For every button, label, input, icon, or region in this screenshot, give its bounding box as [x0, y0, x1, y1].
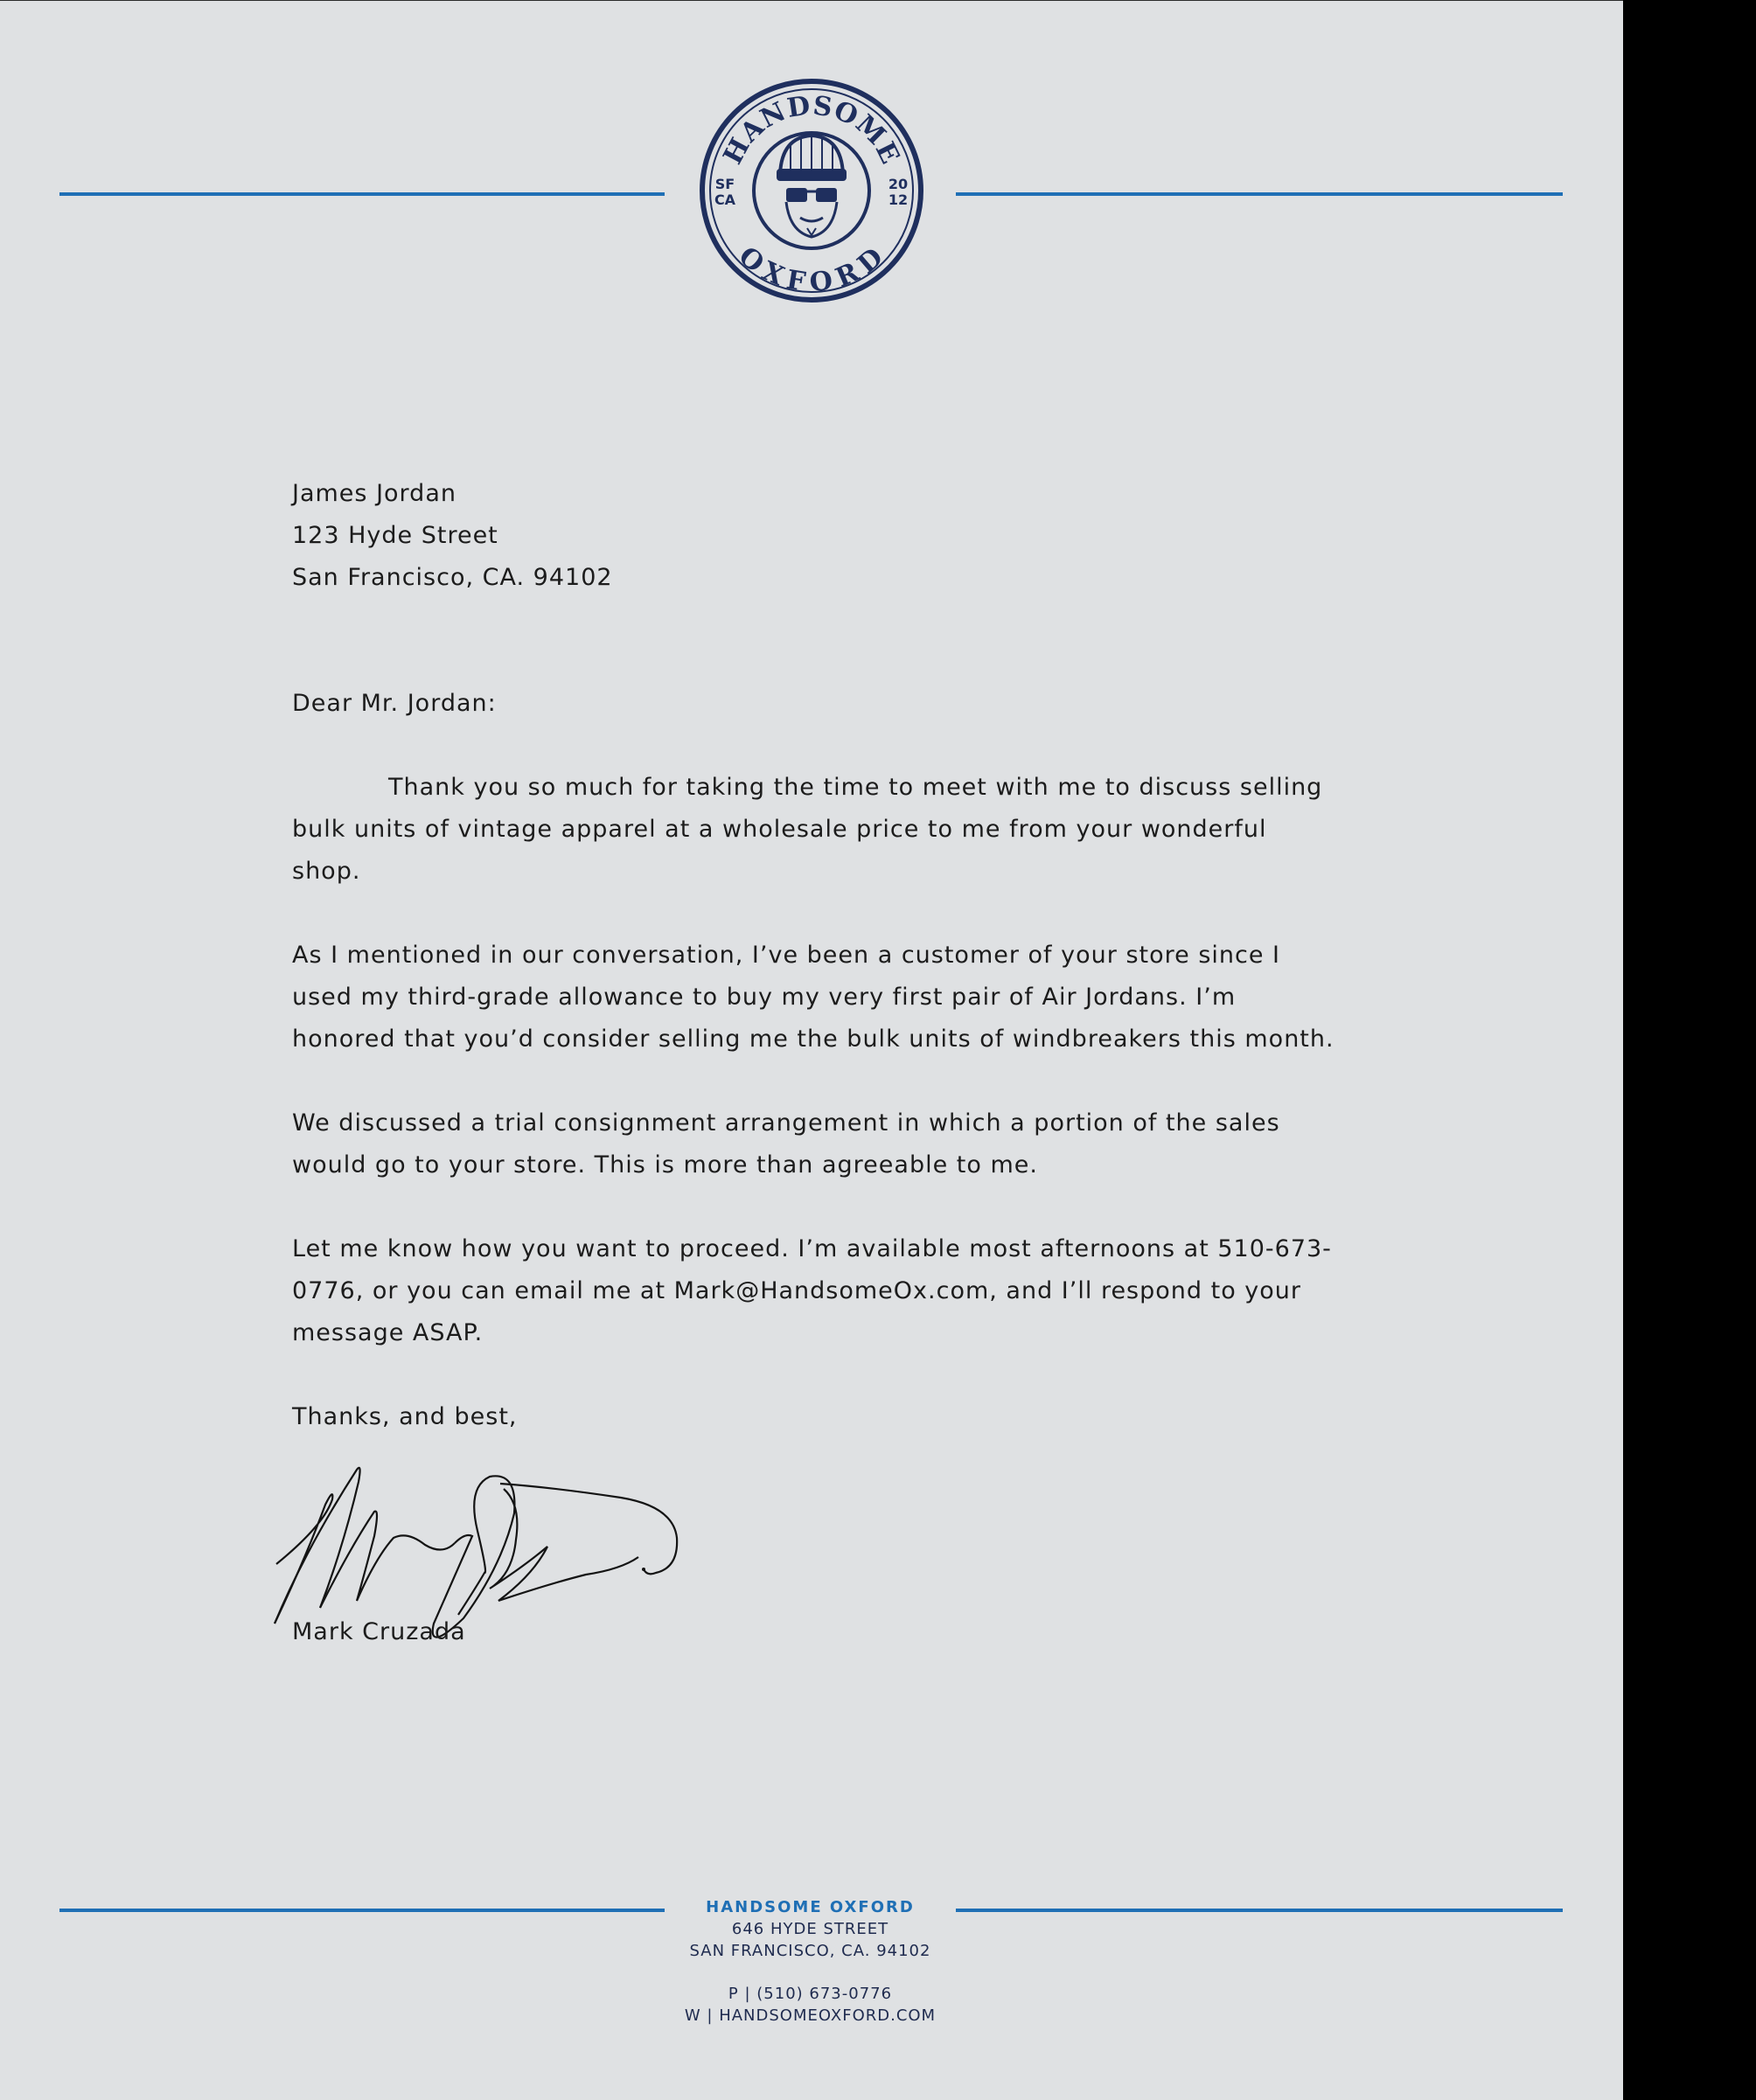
closing: Thanks, and best,	[292, 1403, 518, 1430]
footer-address-line-2: SAN FRANCISCO, CA. 94102	[689, 1942, 931, 1960]
recipient-street: 123 Hyde Street	[292, 522, 498, 549]
paragraph-history: As I mentioned in our conversation, I’ve been a customer of your store since I used my third-grade allowance to buy my very first pair of Air Jordans. I’m honored that you’d consider selling me the bulk units of windbreakers this month.	[292, 942, 1334, 1053]
footer-address-line-1: 646 HYDE STREET	[731, 1920, 889, 1938]
paragraph-intro: Thank you so much for taking the time to meet with me to discuss selling bulk units of vintage apparel at a wholesale price to me from your wonderful shop.	[292, 774, 1323, 885]
footer-company-name: HANDSOME OXFORD	[706, 1898, 915, 1916]
footer-rule-left	[59, 1909, 665, 1912]
signer-name: Mark Cruzada	[292, 1618, 466, 1645]
logo-bottom-text: OXFORD	[732, 240, 891, 299]
logo-top-text: HANDSOME	[717, 90, 906, 170]
salutation: Dear Mr. Jordan:	[292, 690, 497, 717]
footer-rule-right	[956, 1909, 1563, 1912]
logo-ca-text: CA	[714, 191, 736, 208]
header-rule-right	[956, 192, 1563, 196]
footer-website: W | HANDSOMEOXFORD.COM	[684, 2006, 937, 2025]
footer-phone: P | (510) 673-0776	[728, 1985, 893, 2003]
recipient-name: James Jordan	[292, 480, 456, 507]
header-rule-left	[59, 192, 665, 196]
paragraph-arrangement: We discussed a trial consignment arrangement in which a portion of the sales would go to your store. This is more than agreeable to me.	[292, 1109, 1280, 1179]
paragraph-contact: Let me know how you want to proceed. I’m available most afternoons at 510-673-0776, or you can email me at Mark@HandsomeOx.com, and I’ll respond to your message ASAP.	[292, 1235, 1332, 1346]
logo-year-bottom-text: 12	[888, 191, 909, 208]
letter-body	[292, 473, 1341, 1438]
handsome-oxford-logo	[699, 78, 924, 303]
logo-sf-text: SF	[714, 176, 735, 192]
recipient-address	[292, 473, 1341, 599]
letterhead-footer	[665, 1896, 956, 2027]
recipient-city: San Francisco, CA. 94102	[292, 564, 613, 591]
footer-spacer	[665, 1962, 956, 1983]
logo-year-top-text: 20	[888, 176, 909, 192]
